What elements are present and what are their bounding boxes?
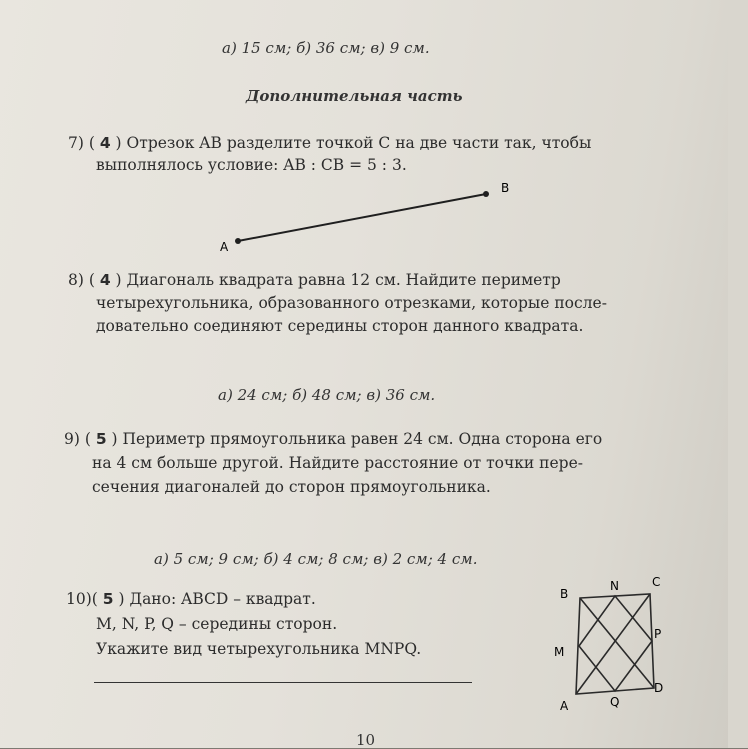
problem-8-line-1: 8) ( 4 ) Диагональ квадрата равна 12 см. Найдите периметр (68, 271, 561, 289)
vertex-label-c: C (652, 575, 661, 589)
segment-ab-figure (210, 176, 510, 256)
answer-options-9: а) 5 см; 9 см; б) 4 см; 8 см; в) 2 см; 4 см. (154, 550, 478, 568)
problem-9-line-2: на 4 см больше другой. Найдите расстояние от точки пере- (92, 454, 584, 472)
problem-7-line-2: выполнялось условие: AB : CB = 5 : 3. (96, 156, 407, 174)
points-badge: 5 (102, 590, 114, 608)
problem-10-line-2: M, N, P, Q – середины сторон. (96, 615, 338, 633)
answer-options-6: а) 15 см; б) 36 см; в) 9 см. (222, 39, 430, 57)
problem-9-line-3: сечения диагоналей до сторон прямоугольника. (92, 478, 491, 496)
midpoint-label-m: M (554, 645, 565, 659)
problem-8-line-2: четырехугольника, образованного отрезками, которые после- (96, 294, 607, 312)
adjacent-page-edge (728, 0, 748, 748)
problem-number: 7) (68, 134, 84, 152)
problem-number: 9) (64, 430, 80, 448)
problem-number: 10) (66, 590, 92, 608)
problem-text: Дано: ABCD – квадрат. (129, 590, 316, 608)
problem-7-line-1: 7) ( 4 ) Отрезок AB разделите точкой C на две части так, чтобы (68, 134, 592, 152)
point-label-a: A (220, 240, 229, 254)
points-badge: 5 (95, 430, 107, 448)
point-label-b: B (501, 181, 510, 195)
problem-text: Отрезок AB разделите точкой C на две части так, чтобы (126, 134, 592, 152)
points-badge: 4 (99, 134, 111, 152)
problem-9-line-1: 9) ( 5 ) Периметр прямоугольника равен 24 см. Одна сторона его (64, 430, 603, 448)
problem-text: Диагональ квадрата равна 12 см. Найдите периметр (126, 271, 561, 289)
section-heading: Дополнительная часть (246, 87, 463, 105)
page-number: 10 (356, 731, 376, 749)
vertex-label-b: B (560, 587, 569, 601)
points-badge: 4 (99, 271, 111, 289)
problem-text: Периметр прямоугольника равен 24 см. Одна сторона его (122, 430, 603, 448)
vertex-label-a: A (560, 699, 569, 713)
problem-8-line-3: довательно соединяют середины сторон данного квадрата. (96, 317, 584, 335)
problem-10-line-3: Укажите вид четырехугольника MNPQ. (96, 640, 422, 658)
answer-line (94, 682, 472, 683)
answer-options-8: а) 24 см; б) 48 см; в) 36 см. (218, 386, 436, 404)
problem-number: 8) (68, 271, 84, 289)
cut-off-previous-line (95, 0, 245, 4)
problem-10-line-1: 10)( 5 ) Дано: ABCD – квадрат. (66, 590, 316, 608)
midpoint-label-q: Q (610, 695, 620, 709)
midpoint-label-n: N (610, 579, 619, 593)
square-abcd-figure (548, 572, 672, 716)
vertex-label-d: D (654, 681, 664, 695)
midpoint-label-p: P (654, 627, 662, 641)
